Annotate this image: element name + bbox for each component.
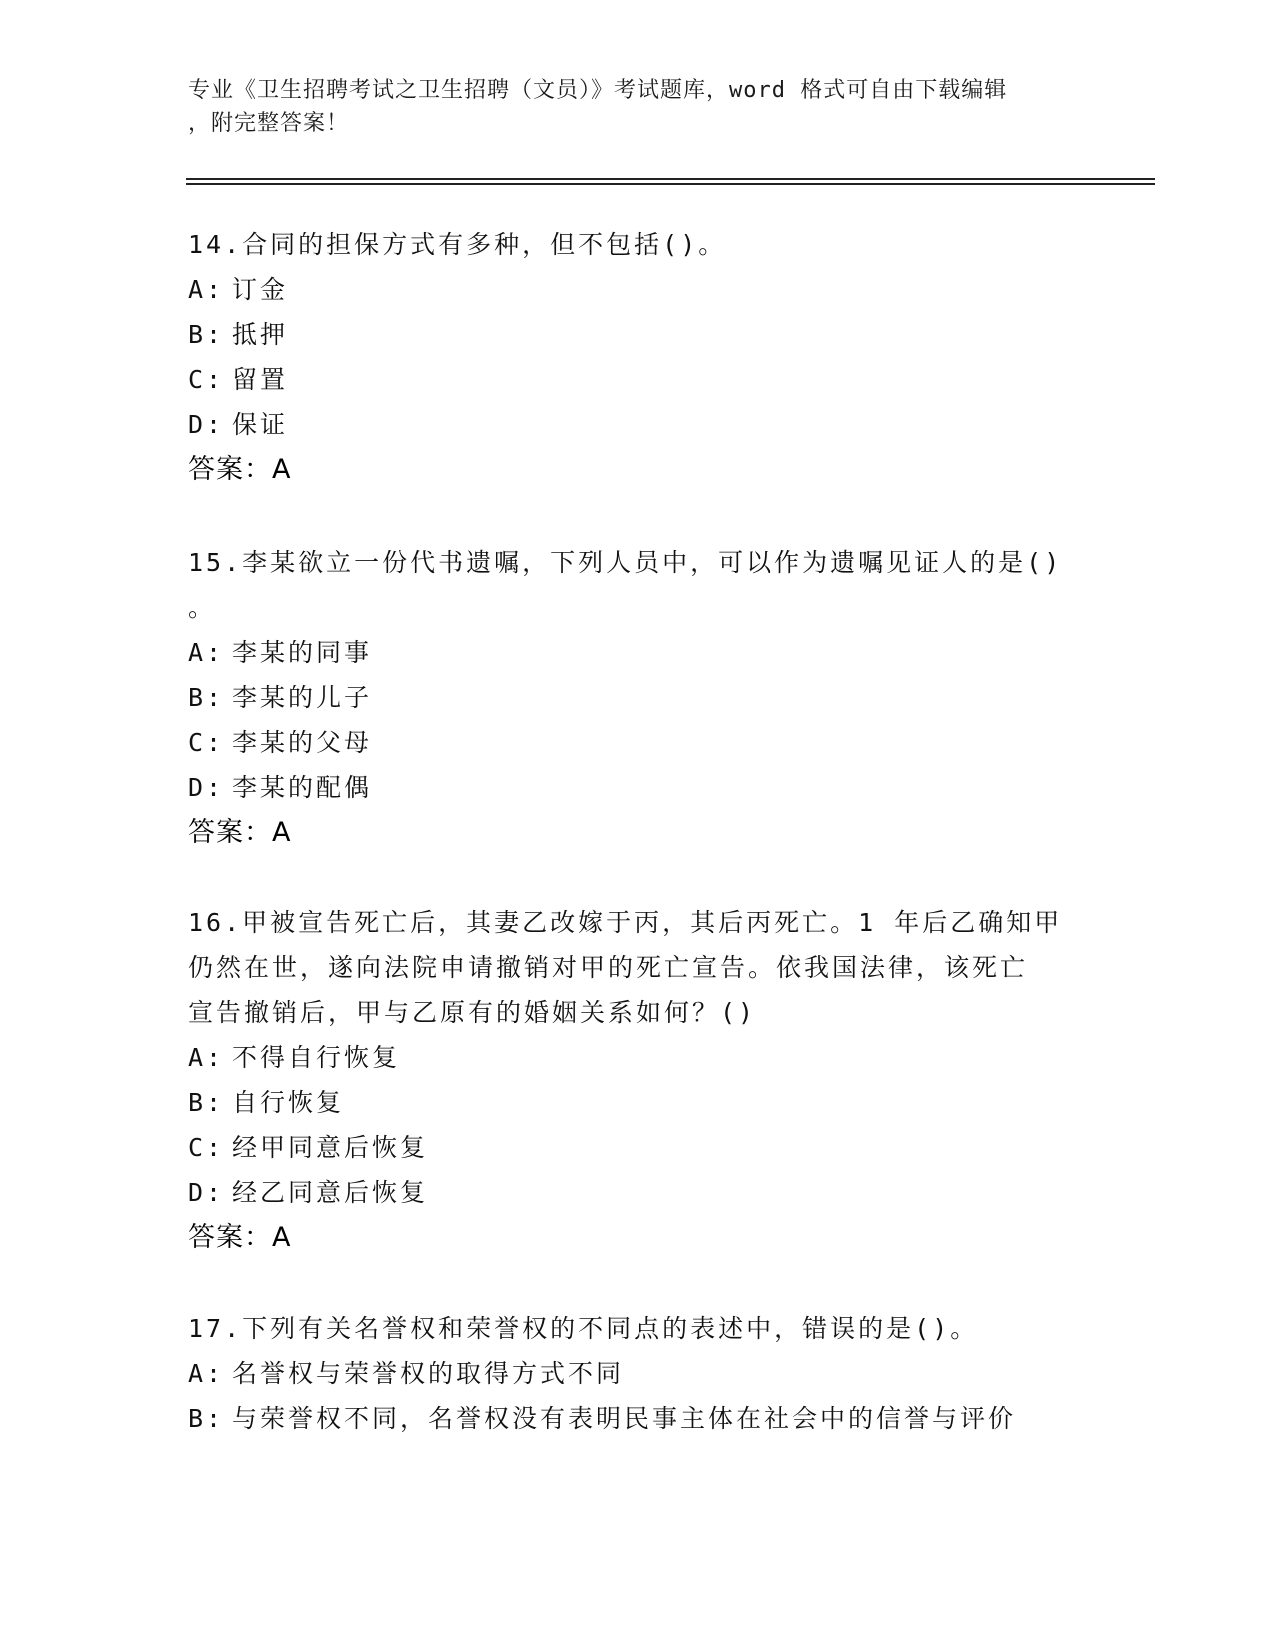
option-text: 自行恢复 bbox=[232, 1088, 345, 1117]
option-text: 保证 bbox=[232, 410, 289, 439]
question-stem: 14.合同的担保方式有多种，但不包括()。 bbox=[188, 230, 727, 259]
option-key: C: bbox=[188, 728, 225, 757]
option-d bbox=[188, 402, 1088, 447]
option-text: 不得自行恢复 bbox=[232, 1043, 401, 1072]
option-d bbox=[188, 1170, 1088, 1215]
option-a bbox=[188, 1351, 1088, 1396]
option-a bbox=[188, 267, 1088, 312]
header-divider-bottom bbox=[186, 183, 1155, 185]
option-d bbox=[188, 765, 1088, 810]
option-key: B: bbox=[188, 683, 225, 712]
option-key: B: bbox=[188, 1088, 225, 1117]
question-stem-continued: 宣告撤销后，甲与乙原有的婚姻关系如何？() bbox=[188, 998, 757, 1027]
option-text: 名誉权与荣誉权的取得方式不同 bbox=[232, 1359, 625, 1388]
option-text: 李某的同事 bbox=[232, 638, 373, 667]
question-14 bbox=[188, 222, 1088, 492]
answer: 答案：A bbox=[188, 454, 292, 485]
option-key: B: bbox=[188, 320, 225, 349]
question-17 bbox=[188, 1306, 1088, 1441]
option-key: B: bbox=[188, 1404, 225, 1433]
option-text: 经甲同意后恢复 bbox=[232, 1133, 429, 1162]
option-b bbox=[188, 312, 1088, 357]
option-key: D: bbox=[188, 410, 225, 439]
option-b bbox=[188, 675, 1088, 720]
document-header bbox=[188, 74, 1068, 140]
question-stem: 17.下列有关名誉权和荣誉权的不同点的表述中，错误的是()。 bbox=[188, 1314, 979, 1343]
option-c bbox=[188, 1125, 1088, 1170]
header-line-2: ，附完整答案！ bbox=[188, 111, 350, 136]
question-15 bbox=[188, 540, 1088, 855]
option-key: D: bbox=[188, 1178, 225, 1207]
option-c bbox=[188, 357, 1088, 402]
answer: 答案：A bbox=[188, 817, 292, 848]
option-key: C: bbox=[188, 365, 225, 394]
option-text: 李某的配偶 bbox=[232, 773, 373, 802]
option-a bbox=[188, 1035, 1088, 1080]
option-text: 李某的父母 bbox=[232, 728, 373, 757]
option-text: 留置 bbox=[232, 365, 289, 394]
option-b bbox=[188, 1080, 1088, 1125]
option-text: 李某的儿子 bbox=[232, 683, 373, 712]
question-stem-continued: 。 bbox=[188, 593, 217, 622]
option-key: A: bbox=[188, 638, 225, 667]
option-a bbox=[188, 630, 1088, 675]
option-text: 与荣誉权不同，名誉权没有表明民事主体在社会中的信誉与评价 bbox=[232, 1404, 1017, 1433]
question-stem: 16.甲被宣告死亡后，其妻乙改嫁于丙，其后丙死亡。1 年后乙确知甲 bbox=[188, 908, 1063, 937]
option-b bbox=[188, 1396, 1088, 1441]
question-stem: 15.李某欲立一份代书遗嘱，下列人员中，可以作为遗嘱见证人的是() bbox=[188, 548, 1063, 577]
option-text: 抵押 bbox=[232, 320, 289, 349]
option-text: 经乙同意后恢复 bbox=[232, 1178, 429, 1207]
option-c bbox=[188, 720, 1088, 765]
option-key: A: bbox=[188, 275, 225, 304]
option-text: 订金 bbox=[232, 275, 289, 304]
option-key: C: bbox=[188, 1133, 225, 1162]
question-16 bbox=[188, 900, 1088, 1260]
option-key: D: bbox=[188, 773, 225, 802]
answer: 答案：A bbox=[188, 1222, 292, 1253]
header-line-1: 专业《卫生招聘考试之卫生招聘（文员）》考试题库，word 格式可自由下载编辑 bbox=[188, 78, 1008, 103]
option-key: A: bbox=[188, 1359, 225, 1388]
header-divider-top bbox=[186, 178, 1155, 180]
question-stem-continued: 仍然在世，遂向法院申请撤销对甲的死亡宣告。依我国法律，该死亡 bbox=[188, 953, 1029, 982]
option-key: A: bbox=[188, 1043, 225, 1072]
